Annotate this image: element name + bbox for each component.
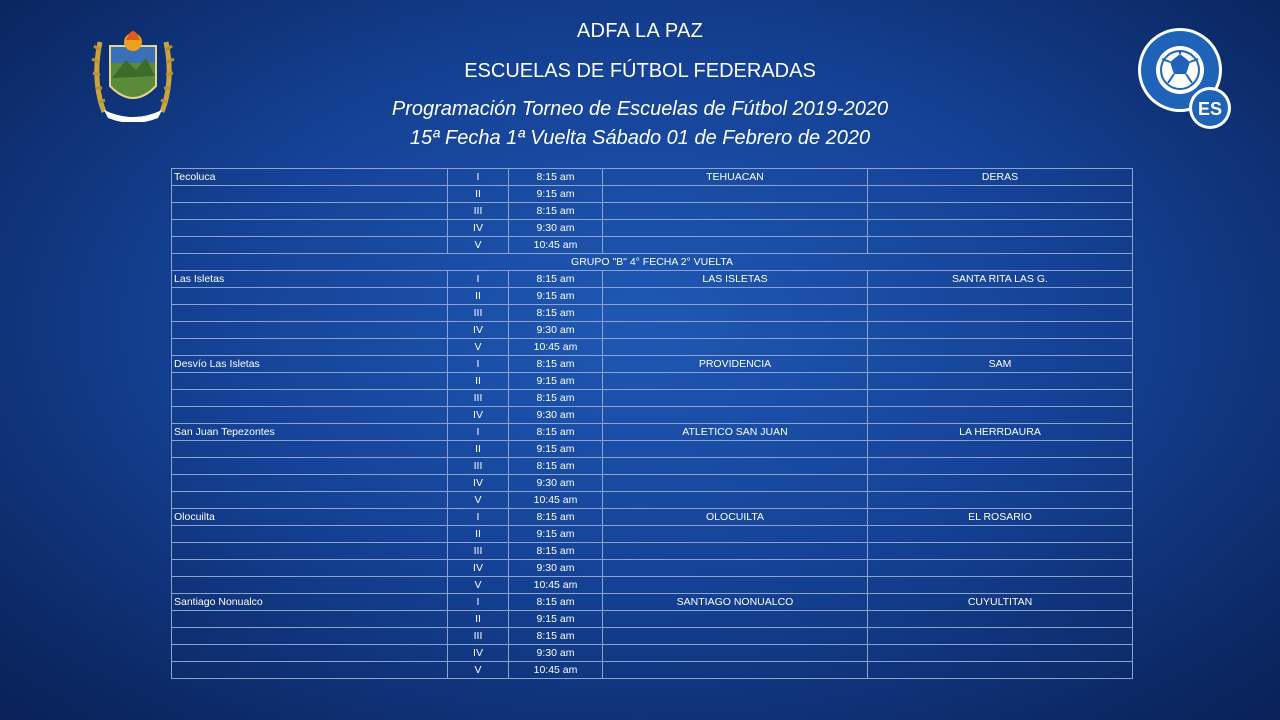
group-header-row — [172, 254, 1133, 271]
time-cell: 8:15 am — [509, 169, 603, 186]
home-team-cell — [603, 645, 868, 662]
table-row — [172, 611, 1133, 628]
venue-cell: Santiago Nonualco — [172, 594, 448, 611]
time-cell: 9:30 am — [509, 220, 603, 237]
time-cell: 9:15 am — [509, 288, 603, 305]
time-cell: 10:45 am — [509, 339, 603, 356]
home-team-cell: ATLETICO SAN JUAN — [603, 424, 868, 441]
home-team-cell — [603, 322, 868, 339]
table-row — [172, 305, 1133, 322]
venue-cell — [172, 305, 448, 322]
time-cell: 8:15 am — [509, 390, 603, 407]
table-row — [172, 492, 1133, 509]
away-team-cell — [868, 220, 1133, 237]
time-cell: 8:15 am — [509, 203, 603, 220]
category-cell: III — [448, 305, 509, 322]
venue-cell — [172, 662, 448, 679]
home-team-cell — [603, 577, 868, 594]
category-cell: II — [448, 373, 509, 390]
away-team-cell: LA HERRDAURA — [868, 424, 1133, 441]
away-team-cell — [868, 475, 1133, 492]
category-cell: V — [448, 662, 509, 679]
home-team-cell — [603, 237, 868, 254]
home-team-cell — [603, 407, 868, 424]
home-team-cell — [603, 390, 868, 407]
group-header: GRUPO "B" 4° FECHA 2° VUELTA — [172, 254, 1133, 271]
category-cell: IV — [448, 220, 509, 237]
time-cell: 10:45 am — [509, 577, 603, 594]
away-team-cell — [868, 526, 1133, 543]
time-cell: 9:30 am — [509, 407, 603, 424]
away-team-cell: SANTA RITA LAS G. — [868, 271, 1133, 288]
table-row — [172, 288, 1133, 305]
venue-cell — [172, 220, 448, 237]
svg-text:ES: ES — [1197, 99, 1223, 119]
category-cell: IV — [448, 475, 509, 492]
time-cell: 8:15 am — [509, 356, 603, 373]
home-team-cell — [603, 628, 868, 645]
category-cell: IV — [448, 407, 509, 424]
home-team-cell — [603, 662, 868, 679]
category-cell: IV — [448, 322, 509, 339]
venue-cell — [172, 322, 448, 339]
away-team-cell — [868, 390, 1133, 407]
table-row — [172, 509, 1133, 526]
table-row — [172, 390, 1133, 407]
category-cell: I — [448, 509, 509, 526]
category-cell: V — [448, 577, 509, 594]
table-row — [172, 322, 1133, 339]
table-row — [172, 356, 1133, 373]
away-team-cell — [868, 186, 1133, 203]
category-cell: V — [448, 492, 509, 509]
category-cell: I — [448, 424, 509, 441]
home-team-cell — [603, 543, 868, 560]
venue-cell — [172, 475, 448, 492]
venue-cell — [172, 373, 448, 390]
away-team-cell — [868, 288, 1133, 305]
table-row — [172, 662, 1133, 679]
away-team-cell — [868, 373, 1133, 390]
category-cell: II — [448, 526, 509, 543]
away-team-cell — [868, 492, 1133, 509]
time-cell: 9:15 am — [509, 526, 603, 543]
page-subtitle: ESCUELAS DE FÚTBOL FEDERADAS — [464, 60, 816, 82]
venue-cell — [172, 441, 448, 458]
venue-cell — [172, 577, 448, 594]
away-team-cell — [868, 543, 1133, 560]
table-row — [172, 237, 1133, 254]
home-team-cell: OLOCUILTA — [603, 509, 868, 526]
time-cell: 10:45 am — [509, 492, 603, 509]
table-row — [172, 560, 1133, 577]
away-team-cell — [868, 645, 1133, 662]
table-row — [172, 186, 1133, 203]
category-cell: V — [448, 339, 509, 356]
category-cell: I — [448, 356, 509, 373]
matchday-title: 15ª Fecha 1ª Vuelta Sábado 01 de Febrero de 2020 — [409, 127, 871, 149]
category-cell: IV — [448, 645, 509, 662]
home-team-cell — [603, 611, 868, 628]
venue-cell — [172, 237, 448, 254]
home-team-cell — [603, 560, 868, 577]
home-team-cell — [603, 339, 868, 356]
venue-cell: San Juan Tepezontes — [172, 424, 448, 441]
table-row — [172, 594, 1133, 611]
category-cell: I — [448, 169, 509, 186]
home-team-cell — [603, 441, 868, 458]
home-team-cell — [603, 526, 868, 543]
table-row — [172, 577, 1133, 594]
table-row — [172, 424, 1133, 441]
home-team-cell: PROVIDENCIA — [603, 356, 868, 373]
away-team-cell — [868, 203, 1133, 220]
away-team-cell — [868, 305, 1133, 322]
home-team-cell — [603, 475, 868, 492]
table-row — [172, 458, 1133, 475]
category-cell: II — [448, 186, 509, 203]
venue-cell — [172, 186, 448, 203]
away-team-cell — [868, 662, 1133, 679]
away-team-cell — [868, 611, 1133, 628]
away-team-cell — [868, 322, 1133, 339]
table-row — [172, 645, 1133, 662]
home-team-cell: TEHUACAN — [603, 169, 868, 186]
time-cell: 8:15 am — [509, 424, 603, 441]
schedule-table — [171, 168, 1133, 679]
time-cell: 9:15 am — [509, 373, 603, 390]
table-row — [172, 220, 1133, 237]
time-cell: 9:15 am — [509, 441, 603, 458]
away-team-cell: SAM — [868, 356, 1133, 373]
time-cell: 9:15 am — [509, 611, 603, 628]
table-row — [172, 543, 1133, 560]
time-cell: 9:15 am — [509, 186, 603, 203]
home-team-cell — [603, 186, 868, 203]
home-team-cell — [603, 458, 868, 475]
tournament-title: Programación Torneo de Escuelas de Fútbol 2019-2020 — [391, 98, 889, 120]
home-team-cell: LAS ISLETAS — [603, 271, 868, 288]
home-team-cell — [603, 220, 868, 237]
home-team-cell — [603, 305, 868, 322]
venue-cell — [172, 526, 448, 543]
venue-cell: Olocuilta — [172, 509, 448, 526]
category-cell: III — [448, 543, 509, 560]
table-row — [172, 407, 1133, 424]
table-row — [172, 271, 1133, 288]
away-team-cell: CUYULTITAN — [868, 594, 1133, 611]
venue-cell: Desvío Las Isletas — [172, 356, 448, 373]
category-cell: III — [448, 458, 509, 475]
home-team-cell — [603, 373, 868, 390]
category-cell: II — [448, 288, 509, 305]
venue-cell — [172, 560, 448, 577]
home-team-cell: SANTIAGO NONUALCO — [603, 594, 868, 611]
venue-cell — [172, 611, 448, 628]
category-cell: V — [448, 237, 509, 254]
away-team-cell — [868, 628, 1133, 645]
category-cell: III — [448, 628, 509, 645]
page-title: ADFA LA PAZ — [576, 20, 704, 42]
away-team-cell — [868, 339, 1133, 356]
venue-cell — [172, 543, 448, 560]
time-cell: 9:30 am — [509, 475, 603, 492]
time-cell: 8:15 am — [509, 271, 603, 288]
away-team-cell: EL ROSARIO — [868, 509, 1133, 526]
away-team-cell — [868, 237, 1133, 254]
table-row — [172, 339, 1133, 356]
away-team-cell — [868, 407, 1133, 424]
venue-cell — [172, 628, 448, 645]
away-team-cell — [868, 441, 1133, 458]
time-cell: 8:15 am — [509, 509, 603, 526]
venue-cell — [172, 645, 448, 662]
home-team-cell — [603, 288, 868, 305]
away-team-cell — [868, 560, 1133, 577]
time-cell: 8:15 am — [509, 594, 603, 611]
time-cell: 8:15 am — [509, 305, 603, 322]
time-cell: 10:45 am — [509, 237, 603, 254]
venue-cell: Tecoluca — [172, 169, 448, 186]
category-cell: II — [448, 441, 509, 458]
venue-cell — [172, 203, 448, 220]
time-cell: 9:30 am — [509, 322, 603, 339]
venue-cell — [172, 492, 448, 509]
table-row — [172, 441, 1133, 458]
category-cell: II — [448, 611, 509, 628]
venue-cell — [172, 407, 448, 424]
home-team-cell — [603, 203, 868, 220]
table-row — [172, 373, 1133, 390]
table-row — [172, 169, 1133, 186]
table-row — [172, 203, 1133, 220]
away-team-cell: DERAS — [868, 169, 1133, 186]
time-cell: 10:45 am — [509, 662, 603, 679]
venue-cell — [172, 339, 448, 356]
venue-cell — [172, 390, 448, 407]
time-cell: 9:30 am — [509, 560, 603, 577]
table-row — [172, 475, 1133, 492]
time-cell: 8:15 am — [509, 543, 603, 560]
time-cell: 9:30 am — [509, 645, 603, 662]
venue-cell — [172, 458, 448, 475]
table-row — [172, 526, 1133, 543]
category-cell: I — [448, 271, 509, 288]
time-cell: 8:15 am — [509, 458, 603, 475]
home-team-cell — [603, 492, 868, 509]
venue-cell: Las Isletas — [172, 271, 448, 288]
table-row — [172, 628, 1133, 645]
away-team-cell — [868, 458, 1133, 475]
category-cell: III — [448, 390, 509, 407]
category-cell: IV — [448, 560, 509, 577]
time-cell: 8:15 am — [509, 628, 603, 645]
venue-cell — [172, 288, 448, 305]
away-team-cell — [868, 577, 1133, 594]
category-cell: III — [448, 203, 509, 220]
category-cell: I — [448, 594, 509, 611]
